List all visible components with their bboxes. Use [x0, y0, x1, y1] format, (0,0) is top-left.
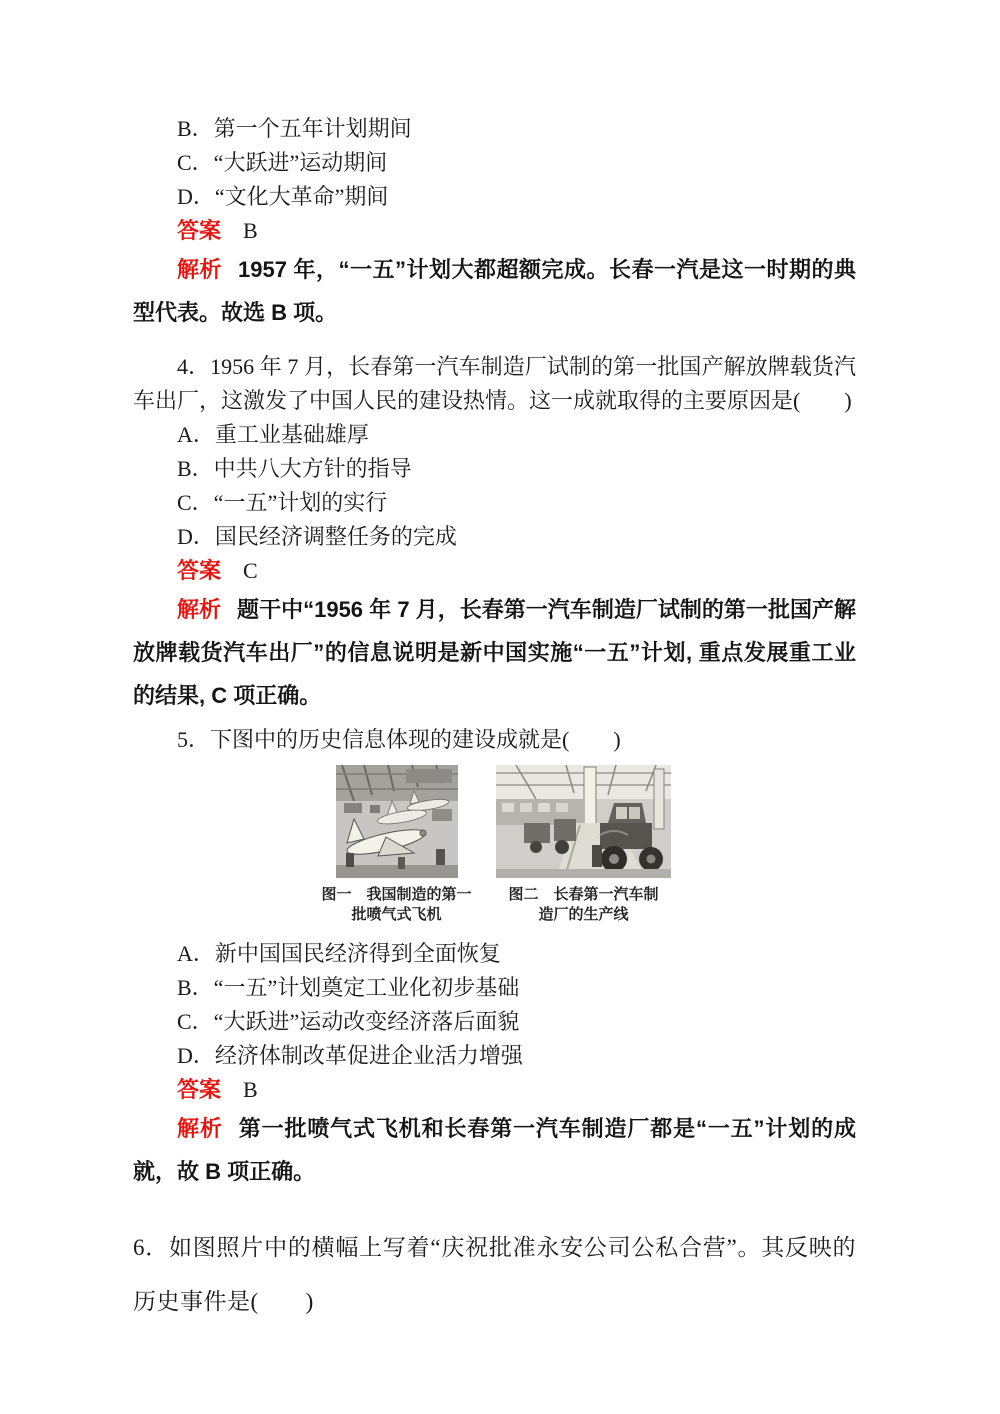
figure-1-caption: 图一 我国制造的第一批喷气式飞机 [321, 887, 472, 923]
q4-option-a: A．重工业基础雄厚 [177, 422, 369, 447]
q4-option-b: B．中共八大方针的指导 [177, 456, 412, 481]
q5-option-d: D．经济体制改革促进企业活力增强 [177, 1043, 523, 1068]
q4-option-c: C．“一五”计划的实行 [177, 490, 388, 515]
q5-analysis-text: 第一批喷气式飞机和长春第一汽车制造厂都是“一五”计划的成就，故 B 项正确。 [133, 1116, 856, 1184]
q4-answer-row [133, 554, 856, 588]
answer-label: 答案 [177, 218, 222, 243]
q3-answer-letter: B [243, 218, 258, 243]
analysis-label: 解析 [177, 1116, 223, 1141]
q5-option-c: C．“大跃进”运动改变经济落后面貌 [177, 1009, 520, 1034]
jet-factory-photo-icon [336, 765, 458, 878]
figure-2 [491, 765, 677, 925]
analysis-label: 解析 [177, 257, 222, 282]
q5-option-a: A．新中国国民经济得到全面恢复 [177, 941, 501, 966]
q5-figure-row [133, 765, 856, 925]
q5-stem: 5．下图中的历史信息体现的建设成就是( ) [177, 727, 621, 752]
q4-option-d: D．国民经济调整任务的完成 [177, 524, 457, 549]
q4-analysis [133, 588, 856, 717]
q3-option-c: C．“大跃进”运动期间 [177, 150, 388, 175]
q5-answer-letter: B [243, 1077, 258, 1102]
answer-label: 答案 [177, 558, 222, 583]
figure-1 [313, 765, 481, 925]
q6-stem: 6．如图照片中的横幅上写着“庆祝批准永安公司公私合营”。其反映的历史事件是( ) [133, 1235, 856, 1314]
q5-option-b: B．“一五”计划奠定工业化初步基础 [177, 975, 520, 1000]
figure-2-caption: 图二 长春第一汽车制造厂的生产线 [508, 887, 659, 923]
answer-label: 答案 [177, 1077, 222, 1102]
q4-stem: 4．1956 年 7 月，长春第一汽车制造厂试制的第一批国产解放牌载货汽车出厂，这激发了中国人民的建设热情。这一成就取得的主要原因是( ) [133, 354, 856, 413]
q3-answer-row [133, 214, 856, 248]
q5-analysis [133, 1107, 856, 1193]
q3-analysis [133, 248, 856, 334]
q4-analysis-text: 题干中“1956 年 7 月，长春第一汽车制造厂试制的第一批国产解放牌载货汽车出厂”的信息说明是新中国实施“一五”计划, 重点发展重工业的结果, C 项正确。 [133, 597, 856, 708]
q3-analysis-text: 1957 年，“一五”计划大都超额完成。长春一汽是这一时期的典型代表。故选 B 项。 [133, 257, 856, 325]
analysis-label: 解析 [177, 597, 222, 622]
q3-option-d: D．“文化大革命”期间 [177, 184, 389, 209]
q5-answer-row [133, 1073, 856, 1107]
truck-factory-photo-icon [496, 765, 671, 878]
q4-answer-letter: C [243, 558, 258, 583]
q3-option-b: B．第一个五年计划期间 [177, 116, 412, 141]
